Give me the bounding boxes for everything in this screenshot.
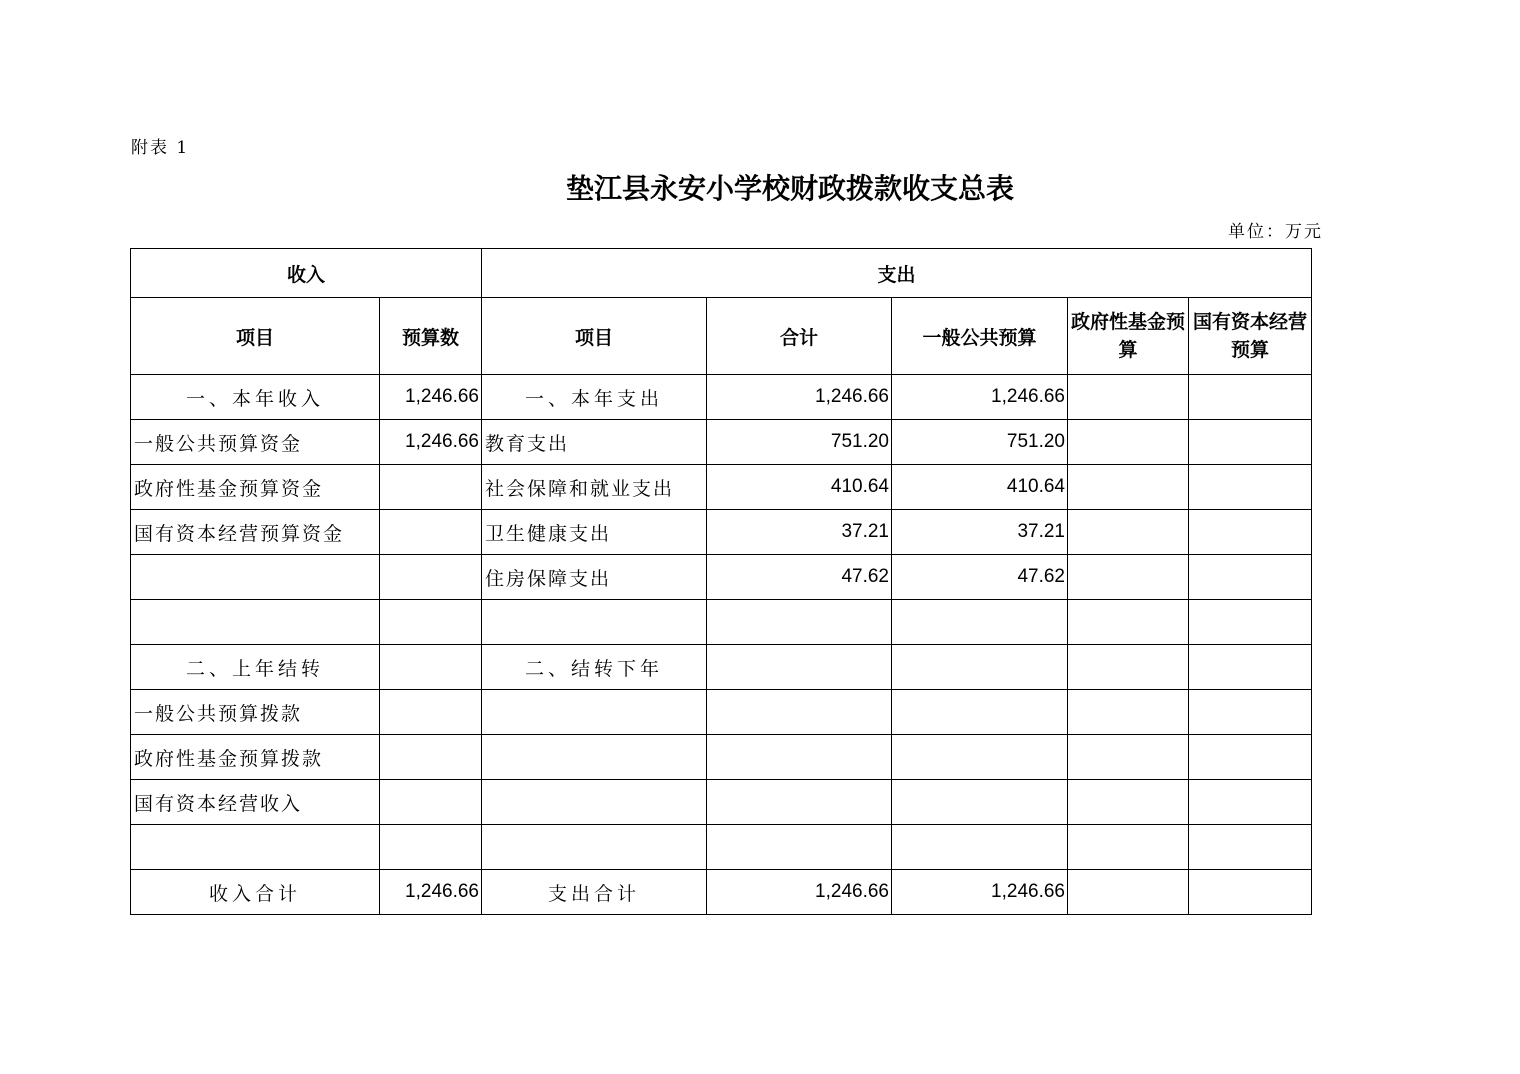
- expense-item-cell: [482, 600, 707, 645]
- table-row: [131, 825, 1312, 870]
- income-budget-cell: [380, 690, 482, 735]
- income-budget-header: 预算数: [380, 298, 482, 375]
- income-item-cell: 收入合计: [131, 870, 380, 915]
- general-budget-cell: [892, 645, 1068, 690]
- gov-fund-cell: [1068, 510, 1189, 555]
- gov-fund-header: 政府性基金预算: [1068, 298, 1189, 375]
- gov-fund-cell: [1068, 600, 1189, 645]
- expense-item-cell: 二、结转下年: [482, 645, 707, 690]
- expense-item-cell: [482, 690, 707, 735]
- income-item-cell: [131, 555, 380, 600]
- general-budget-cell: 37.21: [892, 510, 1068, 555]
- expense-item-cell: 住房保障支出: [482, 555, 707, 600]
- table-row: [131, 870, 1312, 915]
- income-budget-cell: [380, 600, 482, 645]
- gov-fund-cell: [1068, 735, 1189, 780]
- table-row: [131, 780, 1312, 825]
- state-capital-cell: [1189, 420, 1312, 465]
- general-budget-cell: [892, 690, 1068, 735]
- attachment-label: 附表 1: [131, 138, 190, 158]
- income-budget-cell: [380, 555, 482, 600]
- header-row-1: [131, 249, 1312, 298]
- total-cell: [707, 735, 892, 780]
- income-budget-cell: [380, 510, 482, 555]
- page-title: 垫江县永安小学校财政拨款收支总表: [565, 172, 1014, 205]
- state-capital-cell: [1189, 465, 1312, 510]
- income-item-cell: 一、本年收入: [131, 375, 380, 420]
- expense-item-cell: 社会保障和就业支出: [482, 465, 707, 510]
- state-capital-cell: [1189, 375, 1312, 420]
- expense-item-cell: [482, 735, 707, 780]
- general-budget-header: 一般公共预算: [892, 298, 1068, 375]
- income-item-cell: 政府性基金预算拨款: [131, 735, 380, 780]
- expense-item-cell: 支出合计: [482, 870, 707, 915]
- general-budget-cell: [892, 780, 1068, 825]
- expense-item-cell: [482, 780, 707, 825]
- gov-fund-cell: [1068, 780, 1189, 825]
- expense-item-header: 项目: [482, 298, 707, 375]
- income-budget-cell: 1,246.66: [380, 375, 482, 420]
- income-item-header: 项目: [131, 298, 380, 375]
- general-budget-cell: [892, 825, 1068, 870]
- income-item-cell: 一般公共预算资金: [131, 420, 380, 465]
- expense-header: 支出: [482, 249, 1312, 298]
- gov-fund-cell: [1068, 645, 1189, 690]
- state-capital-cell: [1189, 555, 1312, 600]
- total-cell: 47.62: [707, 555, 892, 600]
- expense-item-cell: 一、本年支出: [482, 375, 707, 420]
- gov-fund-cell: [1068, 870, 1189, 915]
- total-cell: [707, 645, 892, 690]
- income-item-cell: 政府性基金预算资金: [131, 465, 380, 510]
- table-row: [131, 690, 1312, 735]
- expense-item-cell: 教育支出: [482, 420, 707, 465]
- expense-item-cell: 卫生健康支出: [482, 510, 707, 555]
- income-budget-cell: [380, 645, 482, 690]
- total-cell: [707, 780, 892, 825]
- gov-fund-cell: [1068, 420, 1189, 465]
- gov-fund-cell: [1068, 465, 1189, 510]
- table-row: [131, 465, 1312, 510]
- header-row-2: [131, 298, 1312, 375]
- expense-item-cell: [482, 825, 707, 870]
- general-budget-cell: 410.64: [892, 465, 1068, 510]
- table-row: [131, 375, 1312, 420]
- income-budget-cell: 1,246.66: [380, 870, 482, 915]
- gov-fund-cell: [1068, 690, 1189, 735]
- table-row: [131, 600, 1312, 645]
- state-capital-cell: [1189, 735, 1312, 780]
- income-header: 收入: [131, 249, 482, 298]
- income-budget-cell: [380, 780, 482, 825]
- general-budget-cell: [892, 735, 1068, 780]
- income-item-cell: 国有资本经营预算资金: [131, 510, 380, 555]
- income-budget-cell: [380, 735, 482, 780]
- state-capital-cell: [1189, 600, 1312, 645]
- state-capital-cell: [1189, 825, 1312, 870]
- general-budget-cell: 1,246.66: [892, 870, 1068, 915]
- state-capital-cell: [1189, 645, 1312, 690]
- unit-label: 单位：万元: [1228, 222, 1323, 242]
- income-item-cell: 二、上年结转: [131, 645, 380, 690]
- income-item-cell: 国有资本经营收入: [131, 780, 380, 825]
- table-row: [131, 510, 1312, 555]
- income-item-cell: [131, 600, 380, 645]
- total-cell: 1,246.66: [707, 375, 892, 420]
- general-budget-cell: [892, 600, 1068, 645]
- income-item-cell: [131, 825, 380, 870]
- general-budget-cell: 1,246.66: [892, 375, 1068, 420]
- income-budget-cell: [380, 465, 482, 510]
- table-row: [131, 645, 1312, 690]
- income-item-cell: 一般公共预算拨款: [131, 690, 380, 735]
- gov-fund-cell: [1068, 375, 1189, 420]
- finance-summary-table: [130, 248, 1312, 915]
- general-budget-cell: 47.62: [892, 555, 1068, 600]
- total-cell: 37.21: [707, 510, 892, 555]
- total-cell: [707, 825, 892, 870]
- income-budget-cell: 1,246.66: [380, 420, 482, 465]
- table-row: [131, 555, 1312, 600]
- total-cell: 1,246.66: [707, 870, 892, 915]
- total-cell: [707, 690, 892, 735]
- total-cell: 410.64: [707, 465, 892, 510]
- gov-fund-cell: [1068, 825, 1189, 870]
- total-cell: [707, 600, 892, 645]
- table-row: [131, 735, 1312, 780]
- state-capital-cell: [1189, 870, 1312, 915]
- total-cell: 751.20: [707, 420, 892, 465]
- total-header: 合计: [707, 298, 892, 375]
- income-budget-cell: [380, 825, 482, 870]
- state-capital-header: 国有资本经营预算: [1189, 298, 1312, 375]
- state-capital-cell: [1189, 690, 1312, 735]
- state-capital-cell: [1189, 510, 1312, 555]
- table-row: [131, 420, 1312, 465]
- general-budget-cell: 751.20: [892, 420, 1068, 465]
- gov-fund-cell: [1068, 555, 1189, 600]
- state-capital-cell: [1189, 780, 1312, 825]
